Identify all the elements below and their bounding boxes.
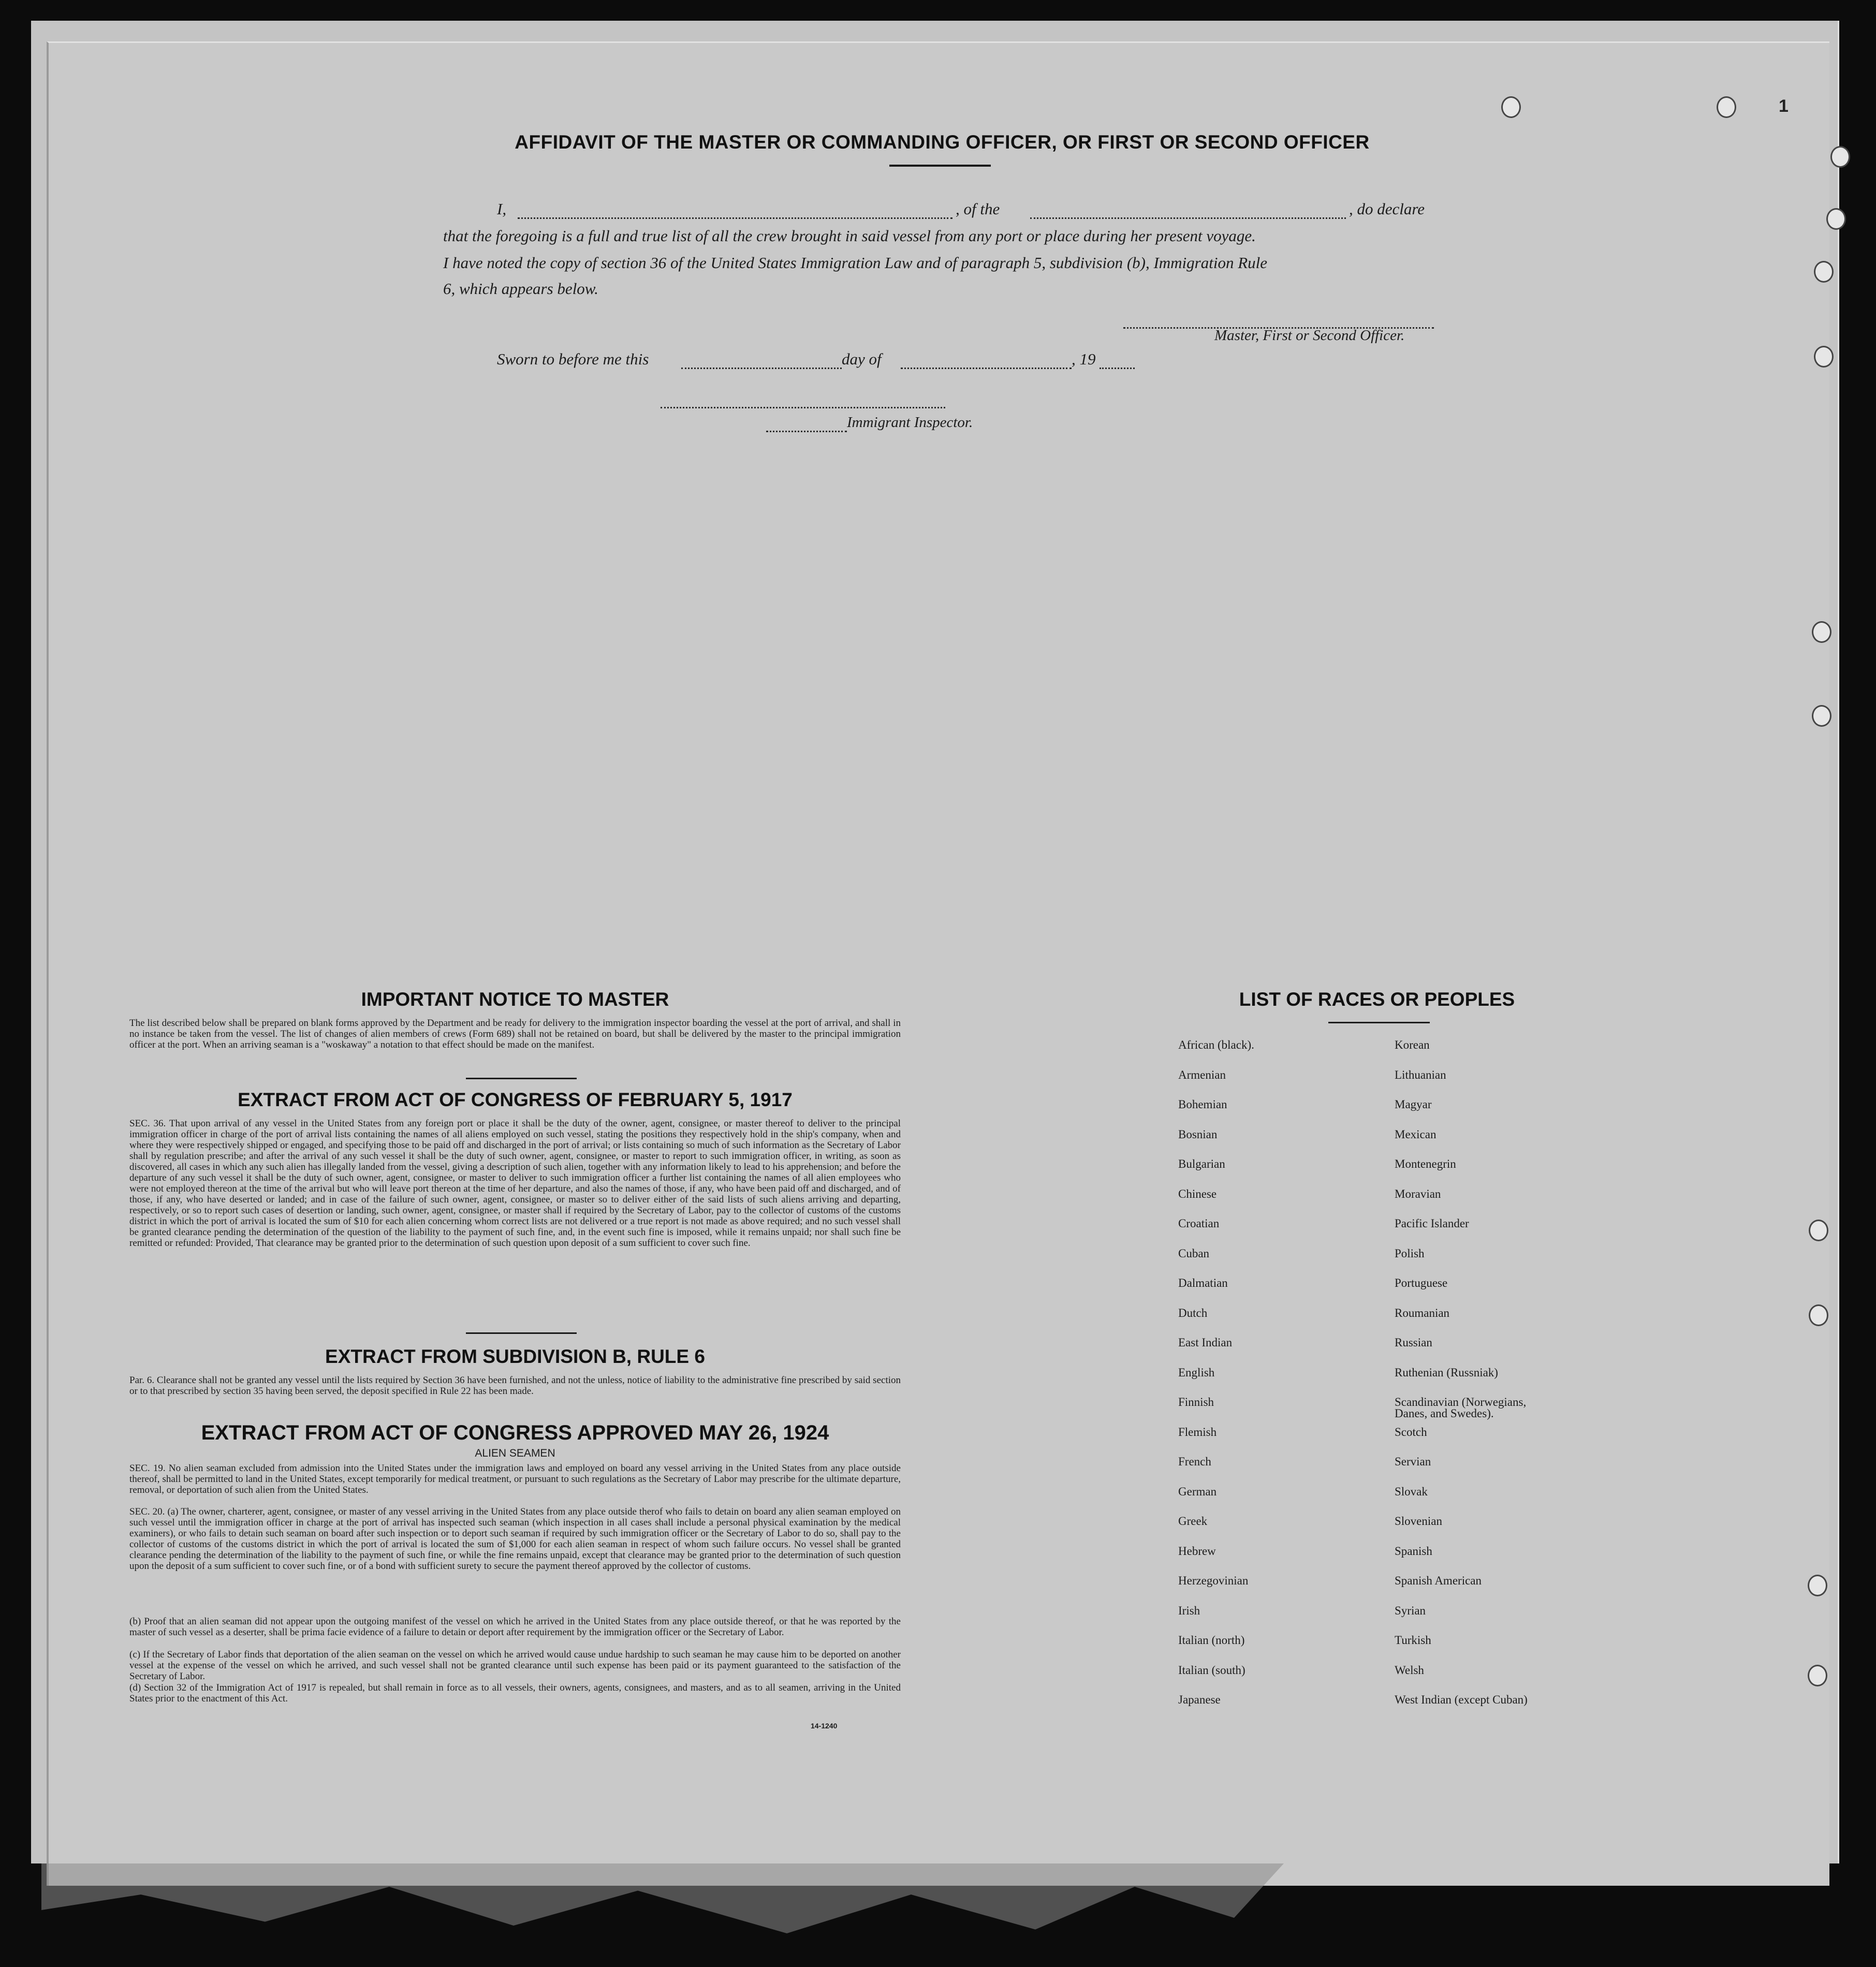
race-item: Lithuanian — [1395, 1068, 1446, 1081]
race-item: Finnish — [1178, 1396, 1214, 1408]
race-item: Danes, and Swedes). — [1395, 1407, 1494, 1420]
sworn-label: Sworn to before me this — [497, 350, 649, 368]
races-title: LIST OF RACES OR PEOPLES — [1239, 989, 1515, 1010]
race-item: Magyar — [1395, 1098, 1432, 1111]
race-item: Japanese — [1178, 1693, 1221, 1706]
race-item: Dalmatian — [1178, 1276, 1228, 1289]
race-item: Slovak — [1395, 1485, 1428, 1498]
divider — [889, 165, 991, 167]
race-item: Polish — [1395, 1246, 1425, 1260]
rule6-title: EXTRACT FROM SUBDIVISION B, RULE 6 — [325, 1346, 705, 1367]
day-blank[interactable] — [681, 368, 842, 369]
name-blank[interactable] — [518, 217, 952, 219]
race-item: Bohemian — [1178, 1098, 1227, 1111]
race-item: Cuban — [1178, 1246, 1210, 1260]
race-item: West Indian (except Cuban) — [1395, 1693, 1528, 1706]
race-item: Korean — [1395, 1038, 1430, 1051]
affidavit-declare-label: , do declare — [1349, 200, 1425, 218]
race-item: Syrian — [1395, 1604, 1426, 1617]
race-item: Pacific Islander — [1395, 1217, 1469, 1230]
sec20c-text: (c) If the Secretary of Labor finds that deportation of the alien seaman on the vessel on which he arrived would cause undue hardship to such seaman he may cause him to be deported on another vessel at the expense of the vessel on which he arrived, and such vessel shall not be granted clearance until such expense has been paid or its payment guaranteed to the satisfaction of the Secretary of Labor. — [129, 1649, 901, 1682]
race-item: Russian — [1395, 1336, 1432, 1349]
binder-hole-icon — [1814, 346, 1834, 368]
binder-hole-icon — [1830, 146, 1850, 168]
inspector-signature-blank[interactable] — [661, 407, 945, 408]
affidavit-of-the-label: , of the — [956, 200, 1000, 218]
sec20d-text: (d) Section 32 of the Immigration Act of 1917 is repealed, but shall remain in force as to all vessels, their owners, agents, consignees, and masters, and as to all seamen, arriving in the United States prior to the enactment of this Act. — [129, 1682, 901, 1704]
race-item: Turkish — [1395, 1634, 1431, 1647]
month-blank[interactable] — [901, 368, 1072, 369]
race-item: Greek — [1178, 1515, 1208, 1528]
race-item: Ruthenian (Russniak) — [1395, 1366, 1498, 1379]
extract-1924-subtitle: ALIEN SEAMEN — [475, 1447, 555, 1459]
form-page — [47, 41, 1829, 1886]
page-number: 1 — [1779, 96, 1789, 116]
race-item: Slovenian — [1395, 1515, 1442, 1528]
sec20b-text: (b) Proof that an alien seaman did not appear upon the outgoing manifest of the vessel on which he arrived in the United States from any place outside thereof, or that he was reported by the master of such vessel as a deserter, shall be prima facie evidence of a failure to detain or deport after requirement by the immigration officer or the Secretary of Labor. — [129, 1616, 901, 1638]
race-item: Croatian — [1178, 1217, 1220, 1230]
race-item: English — [1178, 1366, 1215, 1379]
affidavit-i-label: I, — [497, 200, 507, 218]
divider — [466, 1332, 577, 1334]
race-item: Italian (south) — [1178, 1663, 1245, 1677]
sec19-text: SEC. 19. No alien seaman excluded from admission into the United States under the immigration laws and employed on board any vessel arriving in the United States from any place outside thereof, shall be permitted to land in the United States, except temporarily for medical treatment, or pursuant to such regulations as the Secretary of Labor may prescribe for the ultimate departure, removal, or deportation of such alien from the United States. — [129, 1463, 901, 1495]
race-item: Chinese — [1178, 1187, 1217, 1200]
race-item: Scandinavian (Norwegians, — [1395, 1396, 1527, 1408]
binder-hole-icon — [1812, 705, 1831, 727]
vessel-blank[interactable] — [1030, 217, 1346, 219]
race-item: Portuguese — [1395, 1276, 1448, 1289]
master-label: Master, First or Second Officer. — [1214, 327, 1405, 344]
year-blank[interactable] — [1100, 368, 1135, 369]
binder-hole-icon — [1809, 1220, 1828, 1241]
form-number: 14-1240 — [811, 1722, 838, 1730]
race-item: Armenian — [1178, 1068, 1226, 1081]
torn-page-edge — [41, 1863, 1284, 1941]
binder-hole-icon — [1814, 261, 1834, 283]
extract-1917-body: SEC. 36. That upon arrival of any vessel in the United States from any foreign port or place it shall be the duty of the owner, agent, consignee, or master thereof to deliver to the principal immigration officer in charge of the port of arrival lists containing the names of all aliens employed on such vessel, stating the positions they respectively hold in the ship's company, when and where they were respectively shipped or engaged, and specifying those to be paid off and discharged in the port of arrival; or lists containing so much of such information as the Secretary of Labor shall by regulation prescribe; and after the arrival of any such vessel it shall be the duty of such owner, agent, consignee, or master to report to such immigration officer, in writing, as soon as discovered, all cases in which any such alien has illegally landed from the vessel, giving a description of such alien, together with any information likely to lead to his apprehension; and before the departure of any such vessel it shall be the duty of such owner, agent, consignee, or master to deliver to such immigration officer a further list containing the names of all alien employees who were not employed thereon at the time of the arrival but who will leave port thereon at the time of her departure, and also the names of those, if any, who have been paid off and discharged, and of those, if any, who have deserted or landed; and in case of the failure of such owner, agent, consignee, or master so to deliver either of the said lists of such aliens arriving and departing, respectively, or so to report such cases of desertion or landing, such owner, agent, consignee, or master shall if required by the Secretary of Labor, pay to the collector of customs of the customs district in which the port of arrival is located the sum of $10 for each alien concerning whom correct lists are not delivered or a true report is not made as above required; and no such vessel shall be granted clearance pending the determination of the question of the liability to the payment of such fine, and, in the event such fine is imposed, while it remains unpaid; nor shall such fine be remitted or refunded: Provided, That clearance may be granted prior to the determination of such question upon deposit of a sum sufficient to cover such fine. — [129, 1118, 901, 1249]
divider — [1328, 1022, 1430, 1023]
race-item: Roumanian — [1395, 1306, 1450, 1319]
race-item: Flemish — [1178, 1425, 1217, 1438]
notice-title: IMPORTANT NOTICE TO MASTER — [361, 989, 669, 1010]
inspector-dots — [766, 431, 847, 432]
race-item: Hebrew — [1178, 1544, 1216, 1558]
rule6-body: Par. 6. Clearance shall not be granted any vessel until the lists required by Section 36 have been furnished, and not the unless, notice of liability to the administrative fine prescribed by said section or to that prescribed by section 35 having been served, the deposit specified in Rule 22 has been made. — [129, 1375, 901, 1397]
race-item: African (black). — [1178, 1038, 1254, 1051]
affidavit-title: AFFIDAVIT OF THE MASTER OR COMMANDING OFFICER, OR FIRST OR SECOND OFFICER — [515, 131, 1370, 153]
day-of-label: day of — [842, 350, 882, 368]
binder-hole-icon — [1809, 1304, 1828, 1326]
binder-hole-icon — [1808, 1665, 1827, 1686]
race-item: Welsh — [1395, 1663, 1424, 1677]
race-item: Bosnian — [1178, 1127, 1218, 1141]
affidavit-line4: 6, which appears below. — [443, 280, 598, 298]
binder-hole-icon — [1501, 96, 1521, 118]
notice-body: The list described below shall be prepared on blank forms approved by the Department and be ready for delivery to the immigration inspector boarding the vessel at the port of arrival, and shall in no instance be taken from the vessel. The list of changes of alien members of crews (Form 689) shall not be retained on board, but shall be delivered by the master to the principal immigration officer at the port. When an arriving seaman is a "woskaway" a notation to that effect should be made on the manifest. — [129, 1018, 901, 1050]
inspector-label: Immigrant Inspector. — [847, 414, 973, 431]
race-item: Scotch — [1395, 1425, 1427, 1438]
race-item: East Indian — [1178, 1336, 1233, 1349]
race-item: Servian — [1395, 1455, 1431, 1468]
race-item: French — [1178, 1455, 1211, 1468]
race-item: Irish — [1178, 1604, 1200, 1617]
extract-1924-title: EXTRACT FROM ACT OF CONGRESS APPROVED MAY 26, 1924 — [201, 1421, 829, 1444]
binder-hole-icon — [1808, 1575, 1827, 1596]
affidavit-line3: I have noted the copy of section 36 of the United States Immigration Law and of paragraph 5, subdivision (b), Immigration Rule — [443, 254, 1268, 272]
race-item: Dutch — [1178, 1306, 1208, 1319]
race-item: Herzegovinian — [1178, 1574, 1249, 1587]
race-item: Bulgarian — [1178, 1157, 1225, 1170]
race-item: Mexican — [1395, 1127, 1437, 1141]
race-item: Moravian — [1395, 1187, 1441, 1200]
race-item: Spanish American — [1395, 1574, 1482, 1587]
binder-hole-icon — [1826, 208, 1846, 230]
affidavit-line2: that the foregoing is a full and true list of all the crew brought in said vessel from any port or place during her present voyage. — [443, 227, 1256, 245]
race-item: Montenegrin — [1395, 1157, 1456, 1170]
race-item: German — [1178, 1485, 1217, 1498]
divider — [466, 1078, 577, 1079]
race-item: Italian (north) — [1178, 1634, 1245, 1647]
extract-1917-title: EXTRACT FROM ACT OF CONGRESS OF FEBRUARY 5, 1917 — [238, 1089, 793, 1110]
binder-hole-icon — [1812, 621, 1831, 643]
year-label: , 19 — [1072, 350, 1096, 368]
race-item: Spanish — [1395, 1544, 1432, 1558]
binder-hole-icon — [1717, 96, 1736, 118]
sec20a-text: SEC. 20. (a) The owner, charterer, agent, consignee, or master of any vessel arriving in the United States from any place outside therof who fails to detain on board any alien seaman employed on such vessel until the immigration officer in charge at the port of arrival has inspected such seaman (which inspection in all cases shall include a personal physical examination by the medical examiners), or who fails to detain such seaman on board after such inspection or to deport such seaman if required by such immigration officer or the Secretary of Labor to do so, shall pay to the collector of customs of the customs district in which the port of arrival is located the sum of $1,000 for each alien seaman in respect of whom such failure occurs. No vessel shall be granted clearance pending the determination of the liability to the payment of such fine, or while the fine remains unpaid, except that clearance may be granted prior to the determination of such question upon the deposit of a sum sufficient to cover such fine, or of a bond with sufficient surety to secure the payment thereof approved by the collector of customs. — [129, 1506, 901, 1572]
